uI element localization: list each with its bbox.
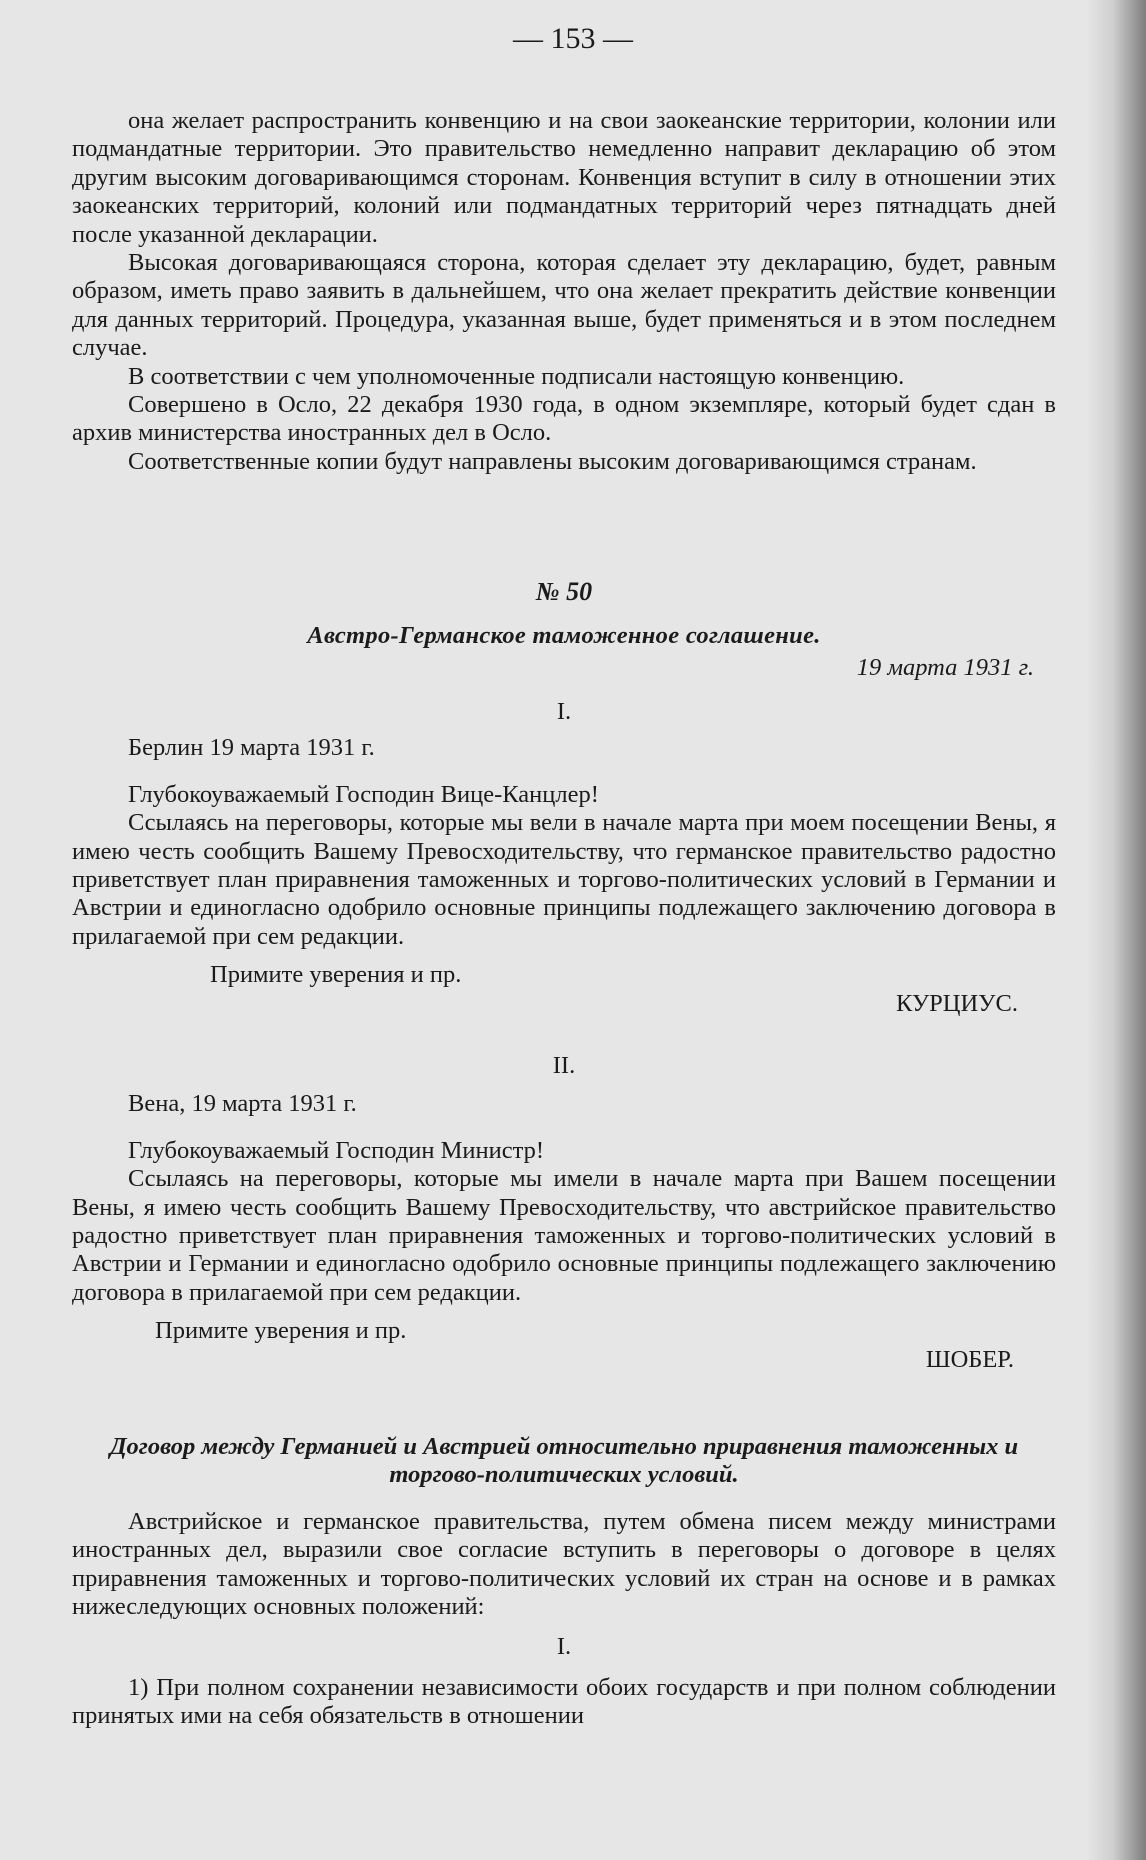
paragraph: Высокая договаривающаяся сторона, которая сделает эту декларацию, будет, равным образом, иметь право заявить в дальнейшем, что она желает прекратить действие конвенции для данных территорий. Процедура, указанная выше, будет применяться и в этом последнем случае. xyxy=(72,249,1056,362)
treaty xyxy=(72,1433,1056,1731)
paragraph: она желает распространить конвенцию и на свои заокеанские территории, колонии или подмандатные территории. Это правительство немедленно направит декларацию об этом другим высоким договаривающимся сторонам. Конвенция вступит в силу в отношении этих заокеанских территорий, колоний или подмандатных территорий через пятнадцать дней после указанной декларации. xyxy=(72,107,1056,248)
paragraph: Совершено в Осло, 22 декабря 1930 года, в одном экземпляре, который будет сдан в архив министерства иностранных дел в Осло. xyxy=(72,391,1056,447)
paragraph: В соответствии с чем уполномоченные подписали настоящую конвенцию. xyxy=(128,362,905,390)
paragraph: Соответственные копии будут направлены высоким договаривающимся странам. xyxy=(128,447,977,475)
letter-one xyxy=(72,698,1056,1018)
letter-two-number: II. xyxy=(552,1052,576,1079)
treaty-intro: Австрийское и германское правительства, путем обмена писем между министрами иностранных дел, выразили свое согласие вступить в переговоры о договоре в целях приравнения таможенных и торгово-политических условий их стран на основе и в рамках нижеследующих основных положений: xyxy=(72,1507,1056,1621)
letter-one-salutation: Глубокоуважаемый Господин Вице-Канцлер! xyxy=(128,780,599,808)
letter-two-closing: Примите уверения и пр. xyxy=(155,1317,407,1345)
letter-two-place-date: Вена, 19 марта 1931 г. xyxy=(128,1090,357,1118)
section-number: I. xyxy=(556,1633,572,1661)
letter-two-body: Ссылаясь на переговоры, которые мы имели в начале марта при Вашем посещении Вены, я имею честь сообщить Вашему Превосходительству, что австрийское правительство радостно приветствует план приравнения таможенных и торгово-политических условий в Австрии и Германии и единогласно одобрило основные принципы подлежащего заключению договора в прилагаемой при сем редакции. xyxy=(72,1165,1056,1306)
doc-number: № 50 xyxy=(535,577,593,606)
doc-title: Австро-Германское таможенное соглашение. xyxy=(307,622,821,650)
convention-ending xyxy=(72,107,1056,476)
document-50-header xyxy=(72,578,1056,682)
doc-date: 19 марта 1931 г. xyxy=(856,653,1034,681)
page-number: — 153 — xyxy=(513,22,633,55)
clause-1: 1) При полном сохранении независимости обоих государств и при полном соблюдении принятых ими на себя обязательств в отношении xyxy=(72,1673,1056,1730)
letter-two xyxy=(72,1052,1056,1374)
letter-two-salutation: Глубокоуважаемый Господин Министр! xyxy=(128,1136,545,1164)
letter-one-closing: Примите уверения и пр. xyxy=(210,961,462,989)
letter-one-number: I. xyxy=(556,698,572,725)
letter-one-body: Ссылаясь на переговоры, которые мы вели в начале марта при моем посещении Вены, я имею честь сообщить Вашему Превосходительству, что германское правительство радостно приветствует план приравнения таможенных и торгово-политических условий в Германии и Австрии и единогласно одобрило основные принципы подлежащего заключению договора в прилагаемой при сем редакции. xyxy=(72,809,1056,950)
treaty-title: Договор между Германией и Австрией относительно приравнения таможенных и торгово-политических условий. xyxy=(109,1433,1019,1489)
letter-one-signature: КУРЦИУС. xyxy=(895,989,1018,1017)
letter-two-signature: ШОБЕР. xyxy=(925,1345,1014,1373)
letter-one-place-date: Берлин 19 марта 1931 г. xyxy=(128,734,375,762)
